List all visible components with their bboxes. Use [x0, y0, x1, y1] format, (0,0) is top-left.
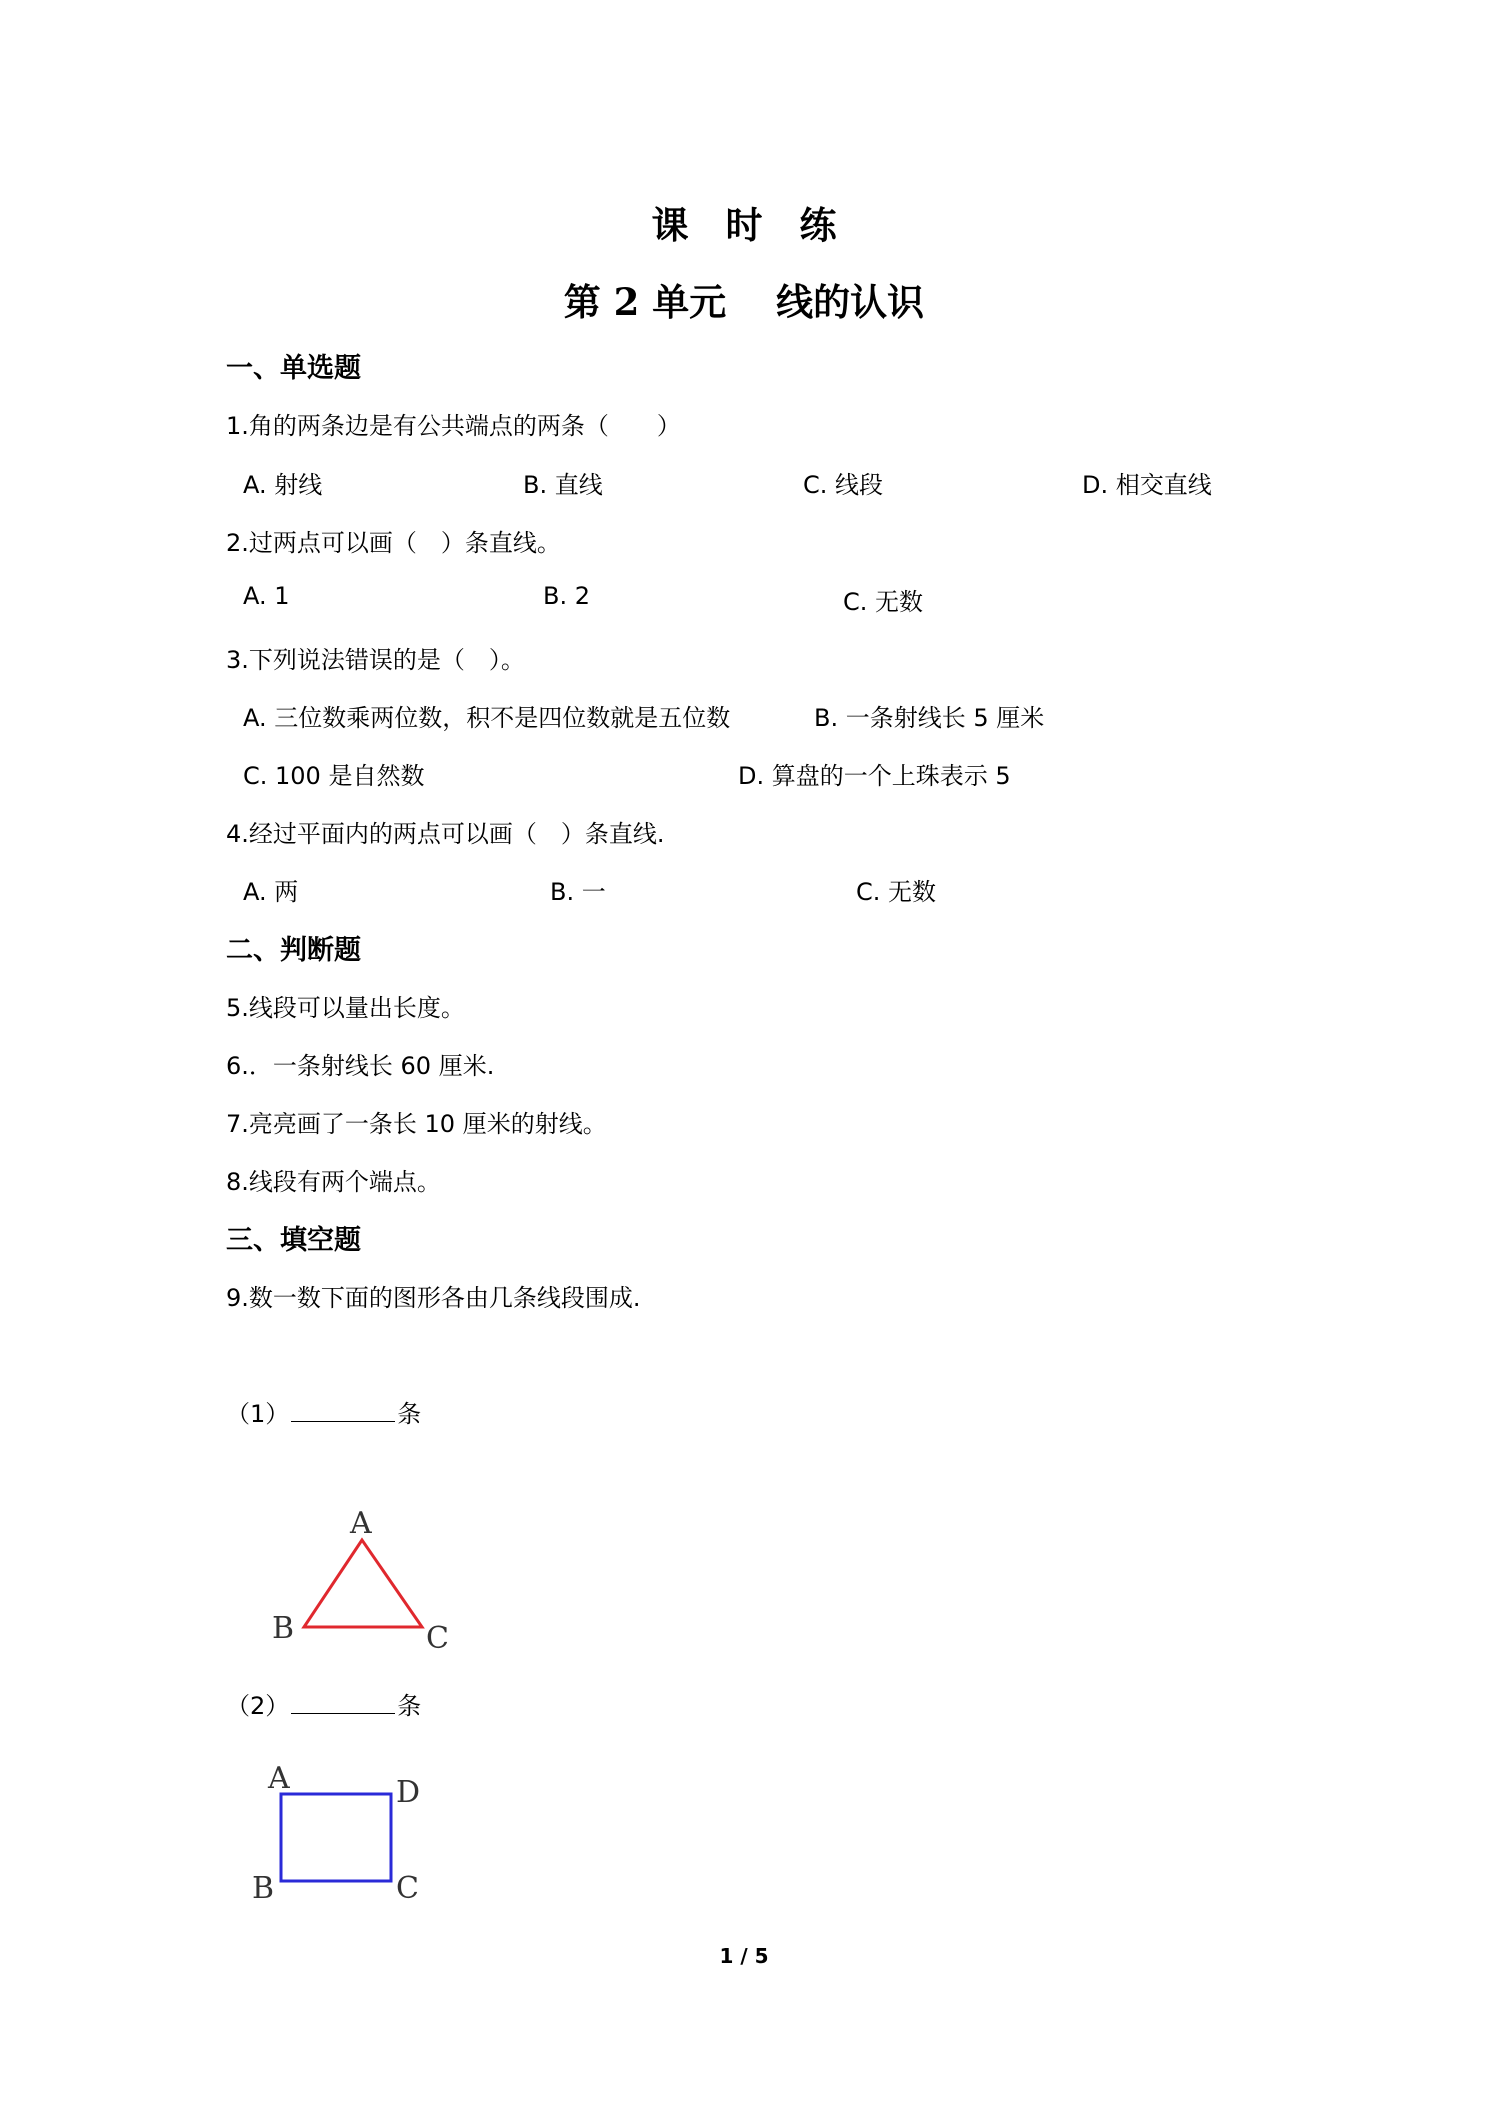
rectangle-figure	[246, 1758, 446, 1908]
q9-part-1-prefix: （1）	[226, 1400, 290, 1428]
rectangle-label-c: C	[396, 1871, 419, 1906]
q4-option-c: C. 无数	[856, 878, 937, 906]
rectangle-label-a: A	[268, 1761, 290, 1796]
q9-part-1-blank[interactable]	[291, 1399, 395, 1422]
q9-part-2	[226, 1686, 421, 1721]
q3-option-a: A. 三位数乘两位数，积不是四位数就是五位数	[243, 704, 731, 732]
q2-option-a: A. 1	[243, 582, 290, 610]
q9-part-2-suffix: 条	[397, 1692, 422, 1720]
question-7: 7.亮亮画了一条长 10 厘米的射线。	[226, 1110, 607, 1138]
q3-option-d: D. 算盘的一个上珠表示 5	[738, 762, 1011, 790]
question-5: 5.线段可以量出长度。	[226, 994, 465, 1022]
q4-option-b: B. 一	[550, 878, 606, 906]
rectangle-label-d: D	[396, 1775, 421, 1810]
q9-part-2-prefix: （2）	[226, 1692, 290, 1720]
triangle-label-a: A	[350, 1506, 372, 1541]
q2-option-c: C. 无数	[843, 588, 924, 616]
q3-option-c: C. 100 是自然数	[243, 762, 425, 790]
q4-option-a: A. 两	[243, 878, 299, 906]
section-heading-fill-blank: 三、填空题	[226, 1225, 361, 1256]
section-heading-true-false: 二、判断题	[226, 935, 361, 966]
page-title: 课 时 练	[651, 203, 837, 247]
q9-part-1-suffix: 条	[397, 1400, 422, 1428]
triangle-figure	[266, 1500, 466, 1660]
question-3: 3.下列说法错误的是（ ）。	[226, 646, 525, 674]
question-9: 9.数一数下面的图形各由几条线段围成.	[226, 1284, 641, 1312]
question-2: 2.过两点可以画（ ）条直线。	[226, 529, 561, 557]
q1-option-a: A. 射线	[243, 471, 323, 499]
page-number: 1 / 5	[719, 1944, 769, 1968]
question-6: 6.．一条射线长 60 厘米.	[226, 1052, 495, 1080]
rectangle-label-b: B	[252, 1871, 275, 1906]
question-8: 8.线段有两个端点。	[226, 1168, 441, 1196]
q9-part-1	[226, 1394, 421, 1429]
q1-option-b: B. 直线	[523, 471, 603, 499]
q9-part-2-blank[interactable]	[291, 1691, 395, 1714]
q2-option-b: B. 2	[543, 582, 590, 610]
triangle-label-b: B	[272, 1611, 295, 1646]
rectangle-abcd	[281, 1794, 391, 1881]
question-4: 4.经过平面内的两点可以画（ ）条直线.	[226, 820, 665, 848]
triangle-abc	[304, 1540, 422, 1627]
section-heading-single-choice: 一、单选题	[226, 353, 361, 384]
triangle-label-c: C	[426, 1621, 449, 1656]
q1-option-d: D. 相交直线	[1082, 471, 1212, 499]
q1-option-c: C. 线段	[803, 471, 884, 499]
q3-option-b: B. 一条射线长 5 厘米	[814, 704, 1045, 732]
unit-subtitle: 第 2 单元 线的认识	[563, 280, 925, 324]
question-1: 1.角的两条边是有公共端点的两条（ ）	[226, 412, 681, 440]
